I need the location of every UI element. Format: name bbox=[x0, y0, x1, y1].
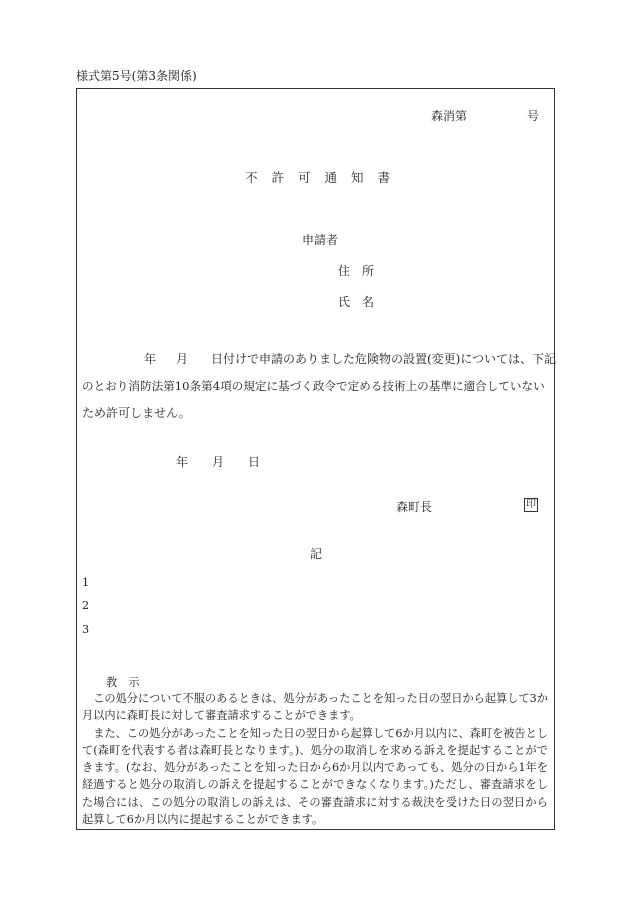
body-year-label: 年 bbox=[144, 352, 157, 366]
form-label: 様式第5号(第3条関係) bbox=[76, 69, 197, 83]
date-day-label: 日 bbox=[248, 455, 261, 469]
body-text-line2: のとおり消防法第10条第4項の規定に基づく政令で定める技術上の基準に適合していない bbox=[82, 379, 545, 393]
body-text-line1: 日付けで申請のありました危険物の設置(変更)については、下記 bbox=[211, 352, 557, 366]
list-item: 2 bbox=[82, 599, 90, 612]
document-number-prefix: 森消第 bbox=[431, 109, 468, 123]
applicant-address-label: 住 所 bbox=[338, 264, 375, 278]
record-heading: 記 bbox=[310, 547, 323, 561]
document-number-suffix: 号 bbox=[527, 109, 540, 123]
applicant-name-label: 氏 名 bbox=[338, 295, 375, 309]
issuer-label: 森町長 bbox=[396, 500, 433, 514]
list-item: 3 bbox=[82, 623, 90, 636]
applicant-heading: 申請者 bbox=[302, 233, 339, 247]
document-title: 不許可通知書 bbox=[245, 170, 405, 185]
date-year-label: 年 bbox=[176, 455, 189, 469]
notice-paragraph-2: また、この処分があったことを知った日の翌日から起算して6か月以内に、森町を被告として(森町を代表する者は森町長となります。)、処分の取消しを求める訴えを提起することができます。(なお、処分があったことを知った日から6か月以内であっても、処分の日から1年を経過すると処分の取消しの訴えを提起することができなくなります。)ただし、審査請求をした場合には、この処分の取消しの訴えは、その審査請求に対する裁決を受けた日の翌日から起算して6か月以内に提起することができます。 bbox=[82, 726, 548, 827]
body-text-line3: ため許可しません。 bbox=[82, 406, 191, 420]
seal-mark: 印 bbox=[526, 499, 536, 510]
notice-heading: 教 示 bbox=[106, 676, 140, 689]
notice-paragraph-1: この処分について不服のあるときは、処分があったことを知った日の翌日から起算して3か月以内に森町長に対して審査請求することができます。 bbox=[82, 692, 548, 723]
notice-block bbox=[82, 690, 548, 828]
date-month-label: 月 bbox=[212, 455, 225, 469]
body-month-label: 月 bbox=[176, 352, 189, 366]
list-item: 1 bbox=[82, 576, 90, 589]
